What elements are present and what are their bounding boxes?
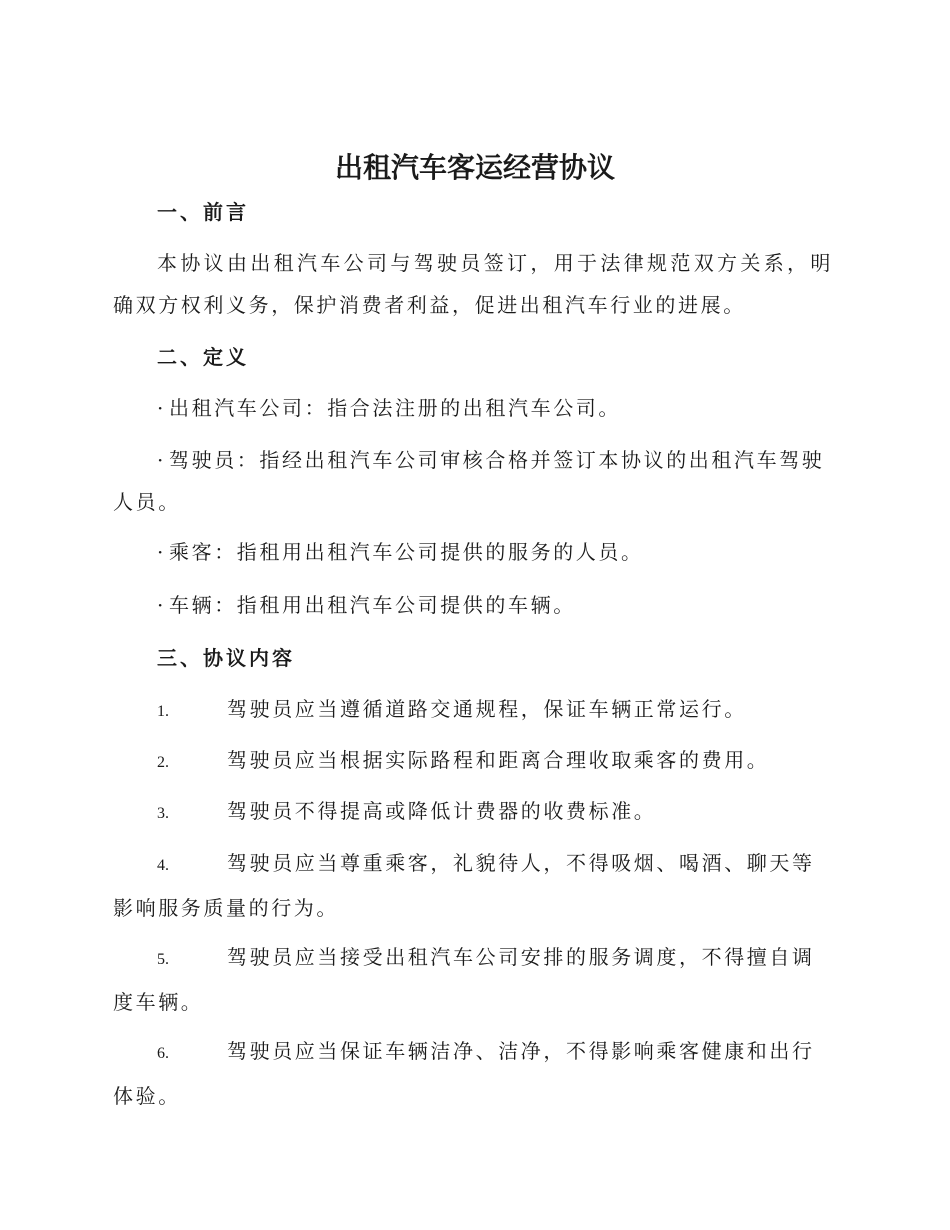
definition-item — [113, 531, 833, 573]
clause-number: 1. — [157, 703, 169, 720]
section-heading-preface: 一、前言 — [157, 200, 249, 224]
definition-text: 出租汽车公司：指合法注册的出租汽车公司。 — [169, 396, 621, 420]
preface-paragraph: 本协议由出租汽车公司与驾驶员签订，用于法律规范双方关系，明确双方权利义务，保护消费者利益，促进出租汽车行业的进展。 — [113, 251, 833, 317]
clause-text: 驾驶员应当接受出租汽车公司安排的服务调度，不得擅自调度车辆。 — [113, 945, 815, 1014]
bullet-icon: · — [157, 593, 164, 617]
section-heading-definitions: 二、定义 — [157, 345, 249, 369]
clause-number: 6. — [157, 1045, 169, 1062]
clause-item — [113, 842, 833, 929]
clause-number: 2. — [157, 754, 169, 771]
clause-text: 驾驶员应当根据实际路程和距离合理收取乘客的费用。 — [227, 748, 770, 772]
clause-number: 4. — [157, 857, 169, 874]
bullet-icon: · — [157, 396, 164, 420]
document-title: 出租汽车客运经营协议 — [334, 151, 615, 184]
definition-text: 车辆：指租用出租汽车公司提供的车辆。 — [169, 593, 576, 617]
definition-text: 驾驶员：指经出租汽车公司审核合格并签订本协议的出租汽车驾驶人员。 — [113, 448, 825, 514]
clause-item — [113, 1030, 833, 1117]
definition-item — [113, 439, 833, 523]
clause-text: 驾驶员应当遵循道路交通规程，保证车辆正常运行。 — [227, 697, 747, 721]
section-heading-content: 三、协议内容 — [157, 646, 295, 670]
clause-item — [113, 739, 833, 784]
bullet-icon: · — [157, 448, 164, 472]
definition-item — [113, 387, 833, 429]
clause-item — [113, 790, 833, 835]
clause-item — [113, 936, 833, 1023]
clause-text: 驾驶员不得提高或降低计费器的收费标准。 — [227, 799, 657, 823]
definition-text: 乘客：指租用出租汽车公司提供的服务的人员。 — [169, 540, 644, 564]
clause-number: 5. — [157, 951, 169, 968]
clause-item — [113, 688, 833, 733]
definition-item — [113, 584, 833, 626]
bullet-icon: · — [157, 540, 164, 564]
clause-text: 驾驶员应当保证车辆洁净、洁净，不得影响乘客健康和出行体验。 — [113, 1039, 815, 1108]
clause-text: 驾驶员应当尊重乘客，礼貌待人，不得吸烟、喝酒、聊天等影响服务质量的行为。 — [113, 851, 815, 920]
clause-number: 3. — [157, 805, 169, 822]
